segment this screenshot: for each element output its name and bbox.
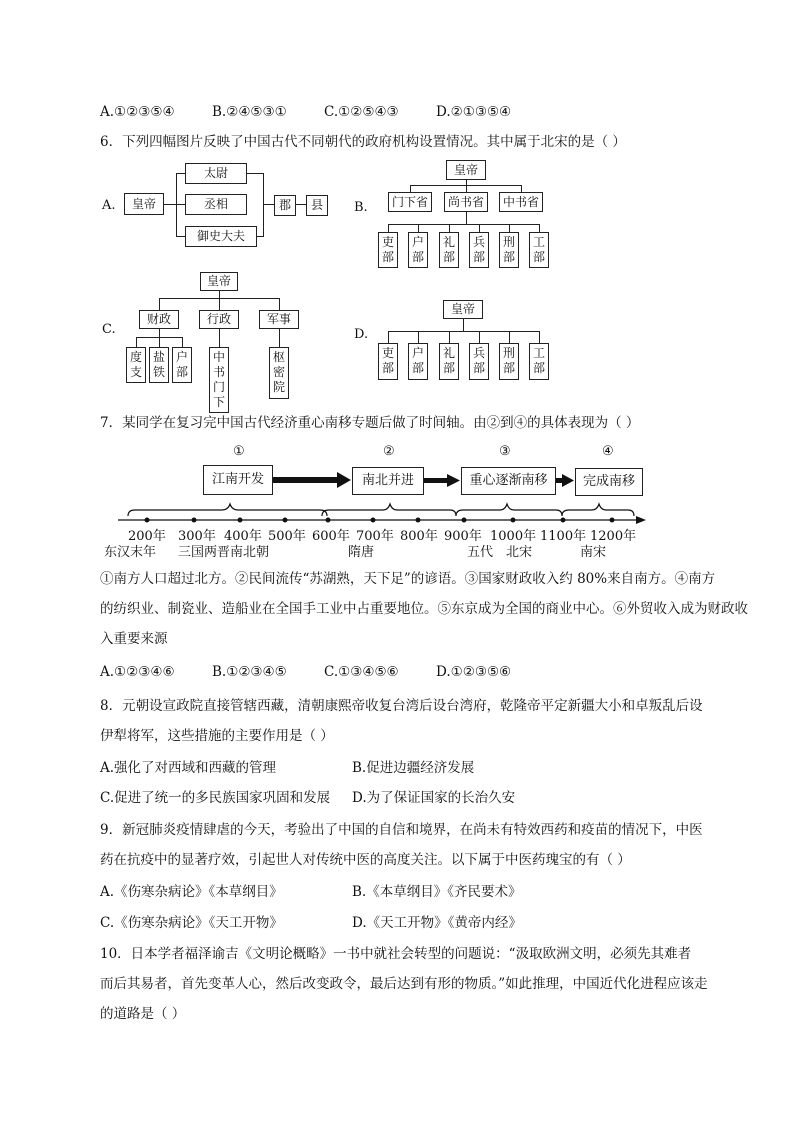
q9-stem-1: 9．新冠肺炎疫情肆虐的今天，考验出了中国的自信和境界，在尚未有特效西药和疫苗的情况下，中医 <box>100 822 703 838</box>
q7-option-b: B.①②③④⑤ <box>212 664 287 680</box>
b-menxia-box: 门下省 <box>388 192 432 212</box>
b-dept-hu: 户部 <box>408 232 428 268</box>
stage-4-box: 完成南移 <box>575 468 643 496</box>
q6-label-b: B. <box>354 200 368 215</box>
stage-2-box: 南北并进 <box>352 467 424 495</box>
c-zhongshumenxia-box: 中书门下 <box>209 347 229 413</box>
q9-option-b: B.《本草纲目》《齐民要术》 <box>352 884 522 900</box>
year-600: 600年 <box>312 529 350 544</box>
year-800: 800年 <box>400 529 438 544</box>
q7-option-c: C.①③④⑤⑥ <box>324 664 399 680</box>
q8-stem-2: 伊犁将军，这些措施的主要作用是（ ） <box>100 728 334 744</box>
b-dept-li2: 礼部 <box>439 232 459 268</box>
a-jun-box: 郡 <box>274 195 296 216</box>
stage-3-box: 重心逐渐南移 <box>461 467 556 495</box>
q5-option-c: C.①②⑤④③ <box>324 104 399 120</box>
q9-option-c: C.《伤寒杂病论》《天工开物》 <box>100 915 283 931</box>
q10-stem-3: 的道路是（ ） <box>100 1006 186 1022</box>
q7-para-3: 入重要来源 <box>100 631 168 647</box>
q5-option-d: D.②①③⑤④ <box>436 104 512 120</box>
c-emperor-box: 皇帝 <box>200 272 238 291</box>
d-dept-li2: 礼部 <box>439 343 459 380</box>
period-nansong: 南宋 <box>580 545 607 560</box>
q6-label-a: A. <box>102 198 116 213</box>
q9-option-a: A.《伤寒杂病论》《本草纲目》 <box>100 884 283 900</box>
d-dept-hu: 户部 <box>408 343 428 380</box>
q7-para-2: 的纺织业、制瓷业、造船业在全国手工业中占重要地位。⑤东京成为全国的商业中心。⑥外贸收入成为财政收 <box>100 601 748 617</box>
q8-option-d: D.为了保证国家的长治久安 <box>352 790 516 806</box>
period-wudai: 五代 <box>467 545 494 560</box>
d-dept-bing: 兵部 <box>469 343 489 380</box>
c-xingzheng-box: 行政 <box>199 310 239 329</box>
q9-option-d: D.《天工开物》《黄帝内经》 <box>352 915 522 931</box>
year-900: 900年 <box>444 529 482 544</box>
stage-4-num: ④ <box>602 444 614 459</box>
stage-1-box: 江南开发 <box>203 465 273 495</box>
b-emperor-box: 皇帝 <box>446 160 486 180</box>
q8-option-c: C.促进了统一的多民族国家巩固和发展 <box>100 790 331 806</box>
q8-option-a: A.强化了对西域和西藏的管理 <box>100 760 277 776</box>
a-emperor-box: 皇帝 <box>124 193 164 215</box>
q8-stem-1: 8．元朝设宣政院直接管辖西藏，清朝康熙帝收复台湾后设台湾府，乾隆帝平定新疆大小和卓叛乱后设 <box>100 698 703 714</box>
q6-label-d: D. <box>354 327 369 342</box>
d-dept-xing: 刑部 <box>499 343 519 380</box>
period-suitang: 隋唐 <box>348 545 375 560</box>
year-400: 400年 <box>224 529 262 544</box>
c-junshi-box: 军事 <box>259 310 299 329</box>
q5-option-b: B.②④⑤③① <box>212 104 287 120</box>
b-dept-gong: 工部 <box>529 232 549 268</box>
q7-para-1: ①南方人口超过北方。②民间流传“苏湖熟，天下足”的谚语。③国家财政收入约 80%来自南方。④南方 <box>100 571 716 587</box>
q10-stem-2: 而后其易者，首先变革人心，然后改变政令，最后达到有形的物质。”如此推理，中国近代化进程应该走 <box>100 976 708 992</box>
a-yushi-box: 御史大夫 <box>185 226 257 247</box>
year-1100: 1100年 <box>540 529 587 544</box>
q6-stem: 6．下列四幅图片反映了中国古代不同朝代的政府机构设置情况。其中属于北宋的是（ ） <box>100 134 626 150</box>
q7-option-d: D.①②③⑤⑥ <box>436 664 512 680</box>
stage-2-num: ② <box>383 444 395 459</box>
period-donghan: 东汉末年 <box>104 545 157 560</box>
d-dept-li: 吏部 <box>378 343 398 380</box>
b-dept-li: 吏部 <box>378 232 398 268</box>
period-sanguo: 三国两晋南北朝 <box>178 545 270 560</box>
c-caizheng-box: 财政 <box>139 310 179 329</box>
stage-1-num: ① <box>233 444 245 459</box>
b-shangshu-box: 尚书省 <box>444 192 488 212</box>
b-dept-xing: 刑部 <box>499 232 519 268</box>
q7-stem: 7．某同学在复习完中国古代经济重心南移专题后做了时间轴。由②到④的具体表现为（ ） <box>100 415 640 431</box>
year-300: 300年 <box>178 529 216 544</box>
q6-label-c: C. <box>102 322 116 337</box>
q10-stem-1: 10．日本学者福泽谕吉《文明论概略》一书中就社会转型的问题说：“汲取欧洲文明，必须先其难者 <box>100 946 692 962</box>
a-taiwei-box: 太尉 <box>185 163 247 184</box>
b-dept-bing: 兵部 <box>469 232 489 268</box>
c-duzhi-box: 度支 <box>126 347 146 383</box>
year-1000: 1000年 <box>490 529 537 544</box>
c-hubu-box: 户部 <box>172 347 192 383</box>
a-chengxiang-box: 丞相 <box>185 194 247 215</box>
year-200: 200年 <box>128 529 166 544</box>
year-500: 500年 <box>268 529 306 544</box>
period-beisong: 北宋 <box>506 545 533 560</box>
b-zhongshu-box: 中书省 <box>499 192 543 212</box>
d-emperor-box: 皇帝 <box>443 300 483 319</box>
stage-3-num: ③ <box>499 444 511 459</box>
q7-option-a: A.①②③④⑥ <box>100 664 175 680</box>
d-dept-gong: 工部 <box>529 343 549 380</box>
q5-option-a: A.①②③⑤④ <box>100 104 175 120</box>
c-yantie-box: 盐铁 <box>149 347 169 383</box>
a-xian-box: 县 <box>306 195 328 216</box>
c-shumiyuan-box: 枢密院 <box>269 347 289 399</box>
year-700: 700年 <box>356 529 394 544</box>
q9-stem-2: 药在抗疫中的显著疗效，引起世人对传统中医的高度关注。以下属于中医药瑰宝的有（ ） <box>100 852 631 868</box>
year-1200: 1200年 <box>590 529 637 544</box>
q8-option-b: B.促进边疆经济发展 <box>352 760 475 776</box>
